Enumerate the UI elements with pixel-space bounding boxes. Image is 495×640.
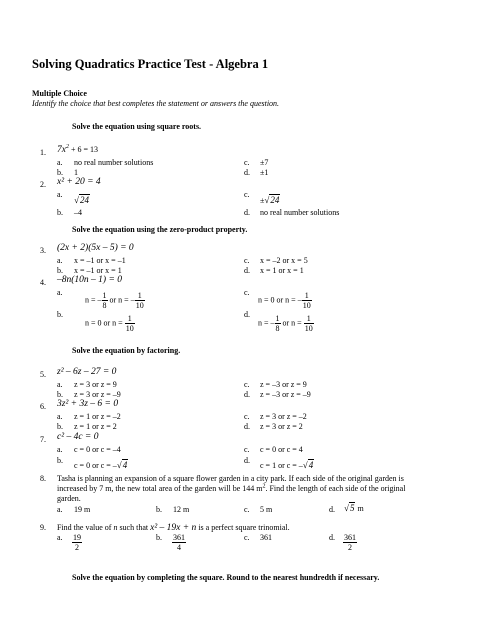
choice-label: d. (244, 390, 250, 399)
choice-a[interactable]: z = 1 or z = –2 (74, 412, 121, 421)
choice-label: c. (244, 505, 250, 514)
choice-d[interactable]: √5 m (344, 503, 364, 513)
choice-label: a. (57, 256, 63, 265)
choice-label: d. (244, 422, 250, 431)
choice-label: c. (244, 190, 250, 199)
choice-d[interactable]: z = 3 or z = 2 (260, 422, 303, 431)
question-equation: 3z² + 3z – 6 = 0 (57, 399, 119, 409)
choice-label: d. (244, 208, 250, 217)
question-number: 2. (40, 180, 46, 189)
choice-b[interactable]: x = –1 or x = 1 (74, 266, 122, 275)
choice-c[interactable]: z = 3 or z = –2 (260, 412, 307, 421)
question-equation: c² – 4c = 0 (57, 432, 99, 442)
choice-label: b. (57, 168, 63, 177)
choice-label: a. (57, 380, 63, 389)
choice-label: b. (57, 208, 63, 217)
choice-b[interactable]: –4 (74, 208, 82, 217)
choice-b[interactable]: z = 1 or z = 2 (74, 422, 117, 431)
question-number: 1. (40, 148, 46, 157)
section-header-completing-square: Solve the equation by completing the square. Round to the nearest hundredth if necessary. (72, 573, 380, 582)
choice-d[interactable]: ±1 (260, 168, 269, 177)
question-number: 4. (40, 278, 46, 287)
choice-d[interactable]: n = – $\frac{1}{8}$ or n = $\frac{1}{10}$ (258, 314, 313, 333)
choice-d[interactable]: z = –3 or z = –9 (260, 390, 311, 399)
choice-c[interactable]: 5 m (260, 505, 273, 514)
question-number: 9. (40, 523, 46, 532)
question-equation: z² – 6z – 27 = 0 (57, 367, 117, 377)
choice-label: c. (244, 412, 250, 421)
choice-label: d. (244, 310, 250, 319)
choice-a[interactable]: 19 m (74, 505, 91, 514)
section-header-square-roots: Solve the equation using square roots. (72, 122, 202, 131)
choice-label: c. (244, 158, 250, 167)
choice-label: b. (156, 505, 162, 514)
choice-label: b. (57, 456, 63, 465)
choice-b[interactable]: 12 m (173, 505, 190, 514)
choice-label: c. (244, 288, 250, 297)
question-equation: (2x + 2)(5x – 5) = 0 (57, 243, 134, 253)
choice-label: b. (57, 266, 63, 275)
section-title: Multiple Choice (32, 89, 87, 98)
choice-label: a. (57, 288, 63, 297)
choice-label: b. (57, 310, 63, 319)
question-number: 6. (40, 402, 46, 411)
question-text: garden. (57, 494, 81, 503)
choice-label: b. (57, 422, 63, 431)
choice-b[interactable]: z = 3 or z = –9 (74, 390, 121, 399)
choice-a[interactable]: no real number solutions (74, 158, 154, 167)
question-text: Tasha is planning an expansion of a square flower garden in a city park. If each side of the original garden is (57, 474, 404, 483)
choice-label: a. (57, 533, 63, 542)
question-number: 8. (40, 474, 46, 483)
choice-label: c. (244, 445, 250, 454)
choice-d[interactable]: x = 1 or x = 1 (260, 266, 304, 275)
question-equation: –8n(10n – 1) = 0 (57, 275, 122, 285)
choice-label: b. (156, 533, 162, 542)
question-text: Find the value of n such that x² – 19x + n is a perfect square trinomial. (57, 523, 290, 533)
choice-label: d. (244, 168, 250, 177)
instructions: Identify the choice that best completes the statement or answers the question. (32, 99, 280, 108)
choice-b[interactable]: $\frac{361}{4}$ (173, 533, 185, 552)
choice-b[interactable]: n = 0 or n = $\frac{1}{10}$ (85, 314, 134, 333)
choice-a[interactable]: n = – $\frac{1}{8}$ or n = – $\frac{1}{10}$ (85, 291, 144, 310)
choice-label: a. (57, 445, 63, 454)
choice-a[interactable]: x = –1 or x = –1 (74, 256, 126, 265)
choice-label: a. (57, 158, 63, 167)
section-header-factoring: Solve the equation by factoring. (72, 346, 181, 355)
question-number: 7. (40, 435, 46, 444)
question-number: 5. (40, 370, 46, 379)
choice-c[interactable]: ±√24 (260, 195, 280, 205)
choice-a[interactable]: z = 3 or z = 9 (74, 380, 117, 389)
choice-c[interactable]: 361 (260, 533, 272, 542)
choice-a[interactable]: √24 (74, 195, 89, 205)
question-equation: $7x^2 + 6 = 13$ (57, 143, 98, 155)
choice-d[interactable]: $\frac{361}{2}$ (344, 533, 356, 552)
choice-label: c. (244, 256, 250, 265)
choice-d[interactable]: no real number solutions (260, 208, 340, 217)
choice-c[interactable]: c = 0 or c = 4 (260, 445, 303, 454)
choice-label: d. (244, 456, 250, 465)
choice-label: c. (244, 533, 250, 542)
choice-label: d. (244, 266, 250, 275)
choice-c[interactable]: ±7 (260, 158, 269, 167)
question-text: increased by 7 m, the new total area of the garden will be 144 $m^2$. Find the length of each side of the original (57, 483, 406, 493)
choice-b[interactable]: c = 0 or c = –√4 (74, 460, 128, 470)
choice-c[interactable]: x = –2 or x = 5 (260, 256, 308, 265)
choice-b[interactable]: 1 (74, 168, 78, 177)
choice-label: b. (57, 390, 63, 399)
choice-label: a. (57, 505, 63, 514)
section-header-zero-product: Solve the equation using the zero-product property. (72, 225, 248, 234)
choice-a[interactable]: $\frac{19}{2}$ (73, 533, 81, 552)
choice-label: a. (57, 412, 63, 421)
question-number: 3. (40, 246, 46, 255)
choice-label: d. (329, 533, 335, 542)
choice-c[interactable]: z = –3 or z = 9 (260, 380, 307, 389)
choice-label: a. (57, 190, 63, 199)
choice-label: c. (244, 380, 250, 389)
choice-d[interactable]: c = 1 or c = –√4 (260, 460, 314, 470)
question-equation: x² + 20 = 4 (57, 177, 101, 187)
choice-label: d. (329, 505, 335, 514)
choice-c[interactable]: n = 0 or n = – $\frac{1}{10}$ (258, 291, 311, 310)
choice-a[interactable]: c = 0 or c = –4 (74, 445, 121, 454)
page-title: Solving Quadratics Practice Test - Algebra 1 (32, 57, 269, 71)
